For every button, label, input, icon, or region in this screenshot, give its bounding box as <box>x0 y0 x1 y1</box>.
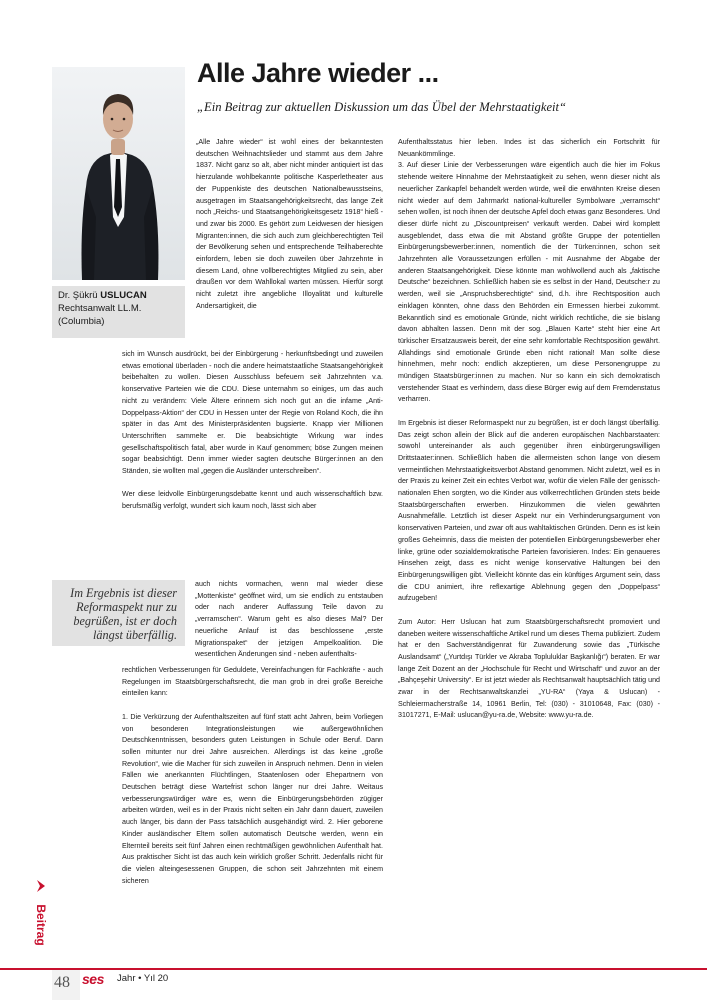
paragraph: Im Ergebnis ist dieser Reformaspekt nur zu begrüßen, ist er doch längst überfällig. Das zeigt schon allein der Blick auf die anderen europäischen Nachbarstaaten: sowohl untereinander als auch gegenüber ihren einbürgerungswilligen Drittstaater:innen. Schließlich haben die allermeisten schon lange von diesem vermeintlichen Mehrstaatigkeitsverbot Abstand genommen. Nicht zuletzt, weil es in der Praxis zu keiner Zeit ein echtes Verbot war, wofür die vielen Fälle der genissch- nationalen Ehen sorgten, wo die Kinder aus völkerrechtlichen Gründen stets beide Staatsbürgerschaften erwerben. Hinzukommen die vielen gewährten Ausnahmefälle. Letztlich ist dieser Aspekt nur ein Verhinderungsargument von konservativen Parteien, und zwar oft aus wahltaktischen Gründen. Denn es ist kein großes Geheimnis, dass die meisten der potentiellen Einbürgerungsbewerber eher linke, grüne oder sozialdemokratische Parteien favorisieren. Indes: Ein genaueres Hinsehen zeigt, dass es nicht wenige konservative Haltungen bei den Einbürgerungswilligen gibt. Vielleicht könnte das ein künftiges Argument sein, dass die CDU animiert, ihre reflexartige Ablehnung gegen den „Doppelpass“ aufzugeben! <box>398 418 660 603</box>
author-name-prefix: Dr. Şükrü <box>58 290 101 301</box>
author-surname: USLUCAN <box>100 290 147 301</box>
col1-paragraph-2-narrow <box>195 579 383 661</box>
col1-paragraph-1-wide <box>122 349 383 513</box>
col2-text <box>398 137 660 722</box>
issue-label: Jahr • Yıl 20 <box>117 973 169 984</box>
paragraph: 1. Die Verkürzung der Aufenthaltszeiten auf fünf statt acht Jahren, beim Vorliegen von besonderen Integrationsleistungen wie außergewöhnlichen Deutschkenntnissen, besonders guten Leistungen in Schule oder Beruf. Dann sollen mitunter nur drei Jahre ausreichen. Allerdings ist das keine „große Revolution“, wie die Macher für sich zuweilen in Anspruch nehmen. Denn in vielen Fällen wie anerkannten Flüchtlingen, Staatenlosen oder Ehepartnern von Deutschen beträgt diese Wartefrist schon länger nur drei Jahre. Weitaus verbesserungswürdiger wäre es, wenn die Einbürgerungsbehörden zügiger arbeiten würden, weil es in der Praxis nicht selten ein Jahr dann dauert, zuweilen auch länger, bis dann der Pass tatsächlich ausgehändigt wird. 2. Hier geborene Kinder ausländischer Eltern sollen automatisch Deutsche werden, wenn ein Elternteil bereits seit fünf Jahren einen rechtmäßigen gewöhnlichen Aufenthalt hat. Aus praktischer Sicht ist das auch kein wirklich großer Schritt. Jedenfalls nicht für die vielen alteingesessenen Gruppen, die schon seit Jahrzehnten mit einem sicheren <box>122 712 383 885</box>
paragraph: Wer diese leidvolle Einbürgerungsdebatte kennt und auch wissenschaftlich bzw. berufsmäßig verfolgt, wundert sich kaum noch, lässt sich aber <box>122 490 383 511</box>
paragraph: Aufenthaltsstatus hier leben. Indes ist das sicherlich ein Fortschritt für Neuankömmlinge. <box>398 138 660 158</box>
paragraph: auch nichts vormachen, wenn mal wieder diese „Mottenkiste“ geöffnet wird, um sie endlich zu entstauben oder nach anderer Auffassung Teile davon zu „verramschen“. Warum geht es also dieses Mal? Der neuerliche Anlauf ist das beschlossene „erste Migrationspaket“ der jetzigen Ampelkoalition. Die wesentlichen Änderungen sind - neben aufenthalts- <box>195 580 383 659</box>
article-title: Alle Jahre wieder ... <box>197 58 439 88</box>
paragraph: „Alle Jahre wieder“ ist wohl eines der bekanntesten deutschen Weihnachtslieder und stammt aus dem Jahre 1837. Nicht ganz so alt, aber nicht minder antiquiert ist das hierzulande wohlbekannte politische Kasperletheater aus der Puppenkiste des deutschen Nationalbewusstseins, ausgetragen im Staatsangehörigkeitsrecht, das lange Zeit noch „Reichs- und Staatsangehörigkeitsgesetz 1918“ hieß - und zwar bis 2000. Es gehört zum Leidwesen der hiesigen Migranten:innen, die sich auch zum gleichberechtigten Teil der Bevölkerung sehen und entsprechende Teilhaberechte einfordern, leben sie doch zuweilen über Jahrzehnte in diesem Land, ohne vollberechtigtes Mitglied zu sein, aber draußen vor dem Wahllokal warten müssen. Hierfür sorgt nicht zuletzt ihre angebliche Illoyalität und kulturelle Andersartigkeit, die <box>196 138 383 310</box>
pull-quote: Im Ergebnis ist dieser Reformaspekt nur zu begrüßen, ist er doch längst überfällig. <box>52 580 185 646</box>
section-label: Beitrag <box>34 904 48 946</box>
author-title: Rechtsanwalt LL.M. <box>58 303 142 314</box>
author-affiliation: (Columbia) <box>58 316 105 327</box>
footer-rule <box>0 968 707 970</box>
col1-paragraph-1-narrow <box>196 137 383 313</box>
paragraph: rechtlichen Verbesserungen für Geduldete, Vereinfachungen für Fachkräfte - auch Regelungen im Staatsbürgerschaftsrecht, die man grob in drei große Bereiche einteilen kann: <box>122 666 383 698</box>
author-caption <box>52 286 185 338</box>
author-photo <box>52 67 185 280</box>
magazine-logo: ses <box>82 971 104 987</box>
author-name <box>58 289 185 302</box>
author-portrait-image <box>52 67 185 280</box>
section-side-tab <box>34 880 48 960</box>
page-number: 48 <box>54 974 70 991</box>
paragraph: Zum Autor: Herr Uslucan hat zum Staatsbürgerschaftsrecht promoviert und daneben weitere wissenschaftliche Artikel rund um dieses Thema publiziert. Zudem hat er den Sachverständigenrat für Zuwanderung sowie das „Türkische Auslandsamt“ („Yurtdışı Türkler ve Akraba Topluluklar Başkanlığı“) beraten. Er war lange Zeit Dozent an der „Hochschule für Recht und Wirtschaft“ und zuvor an der „Bahçeşehir University“. Er ist jetzt wieder als Rechtsanwalt hauptsächlich tätig und zwar in der Rechtsanwaltskanzlei „YU-RA“ (Yaya & Uslucan) - Schleiermacherstraße 14, 10961 Berlin, Tel: (030) - 31010648, Fax: (030) - 31017271, E-Mail: uslucan@yu-ra.de, Website: www.yu-ra.de. <box>398 617 660 720</box>
article-subtitle: „Ein Beitrag zur aktuellen Diskussion um das Übel der Mehrstaatigkeit“ <box>197 100 567 114</box>
paragraph: 3. Auf dieser Linie der Verbesserungen wäre eigentlich auch die hier im Fokus stehende weitere Hinnahme der Mehrstaatigkeit zu sehen, wenn dieser nicht als neuerlicher Zankapfel behandelt werden würde, weil die erwähnten Kreise diesen nicht wieder auf dem Jahrmarkt national-kultureller Symbolware „verramscht“ sehen wollen, ist noch ihnen der deutsche Apfel doch etwas ganz Besonderes. Und dieser dürfe nicht zu „Discountpreisen“ verkauft werden. Dabei wird komplett ausgeblendet, dass etwa die mit Abstand größte Gruppe der potentiellen Einbürgerungsbewerber:innen, nomentlich die der Türken:innen, schon seit Jahrzehnten alle Voraussetzungen erfüllen - mit Ausnahme der Abgabe der anderen Staatsangehörigkeit. Diese könnte man wohlwollend auch als „faktische Deutsche“ bezeichnen. Schließlich haben sie es selbst in der Hand, Deutsche:r zu werden, weil sie „Anspruchsberechtigte“ sind, d.h. ihre Rechtsposition auch einklagen könnten, ohne dass den Behörden ein Ermessen hierbei zukommt. Bekanntlich sind es emotionale Gründe, nicht wirklich rechtliche, die sie bislang davon abhalten lassen. Denn mit der sog. „Blauen Karte“ steht hier eine Art türkischer Ersatzausweis bereit, der eine sehr komfortable Rechtsposition gewährt. Allahdings sind emotionale Gründe eben nicht rational! Man sollte diese hinnehmen, mehr noch: endlich akzeptieren, um diese Personengruppe zu mündigen Staatsbürger:innen zu machen. Nur so kann ein sich demokratisch verstehender Staat es verhindern, dass diese Bürger ewig auf dem Fremdenstatus verharren. <box>398 161 660 404</box>
paragraph: sich im Wunsch ausdrückt, bei der Einbürgerung - herkunftsbedingt und zuweilen etwas emotional überladen - noch die andere heimatstaatliche Staatsangehörigkeit beibehalten zu wollen. Diesen Ausschluss befeuern seit Jahrzehnten v.a. konservative Parteien wie die CDU. Diese unternahm so einiges, um das auch nicht zu verändern: Viele Ältere erinnern sich noch gut an die infame „Anti- Doppelpass-Aktion“ der CDU in Hessen unter der Regie von Roland Koch, die ihn später in das Amt des Ministerpräsidenten bugsierte. Knapp vier Millionen Unterschriften sammelte er. Die beabsichtigte Wirkung war indes gesellschaftspolitisch fatal, aber wurde in Kauf genommen; böse Zungen meinen sogar beabsichtigt. Denn immer wieder sagten deutsche Bürger:innen an den Ständen, sie wollten mal „gegen die Ausländer unterschreiben“. <box>122 350 383 476</box>
col1-paragraph-3-wide <box>122 665 383 887</box>
